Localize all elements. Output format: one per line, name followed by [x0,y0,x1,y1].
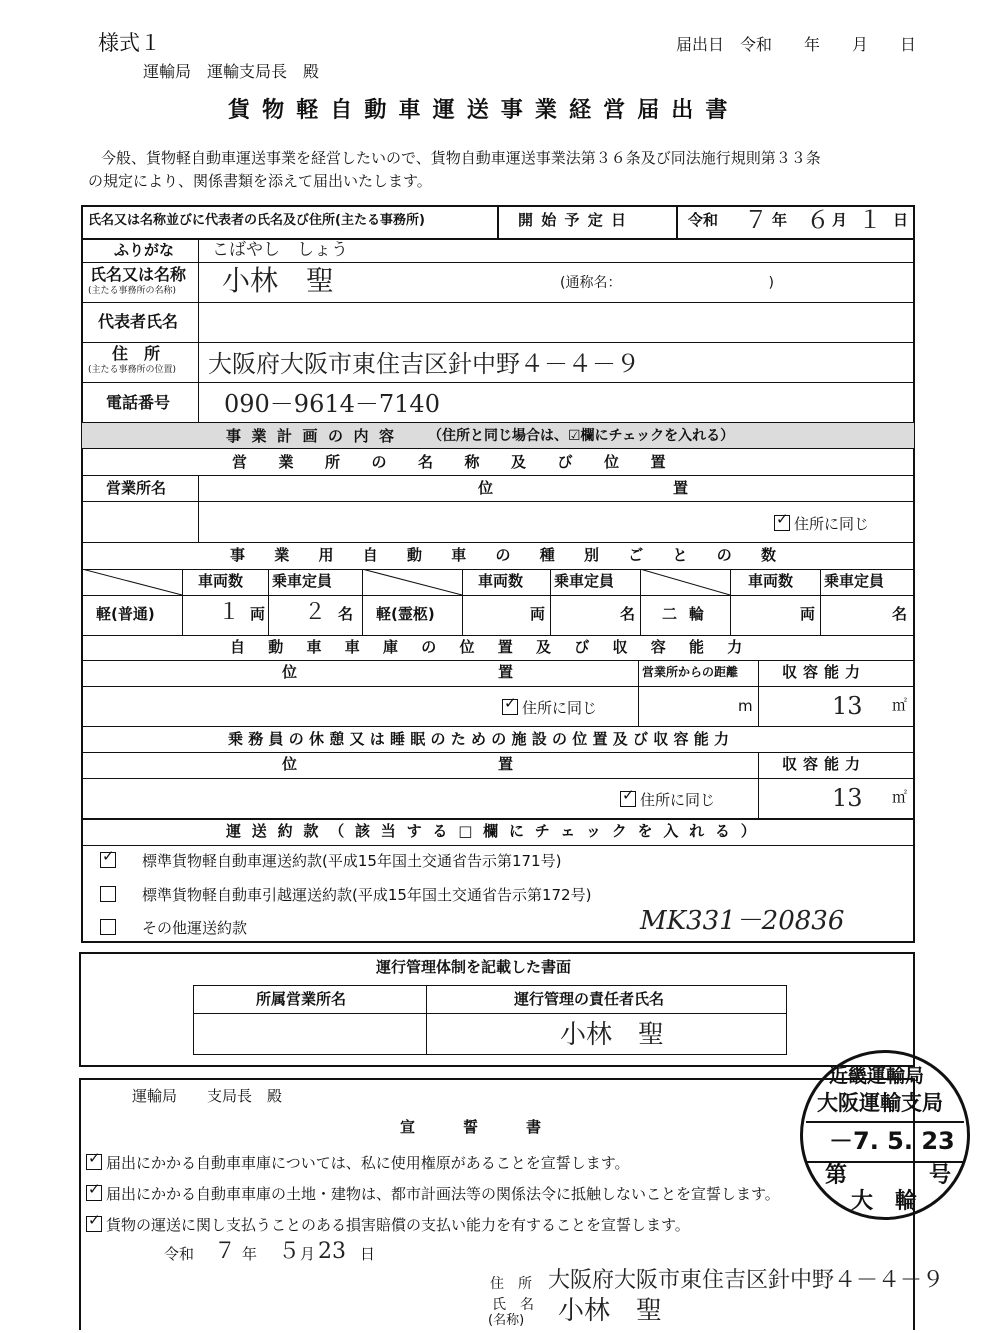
phone-value[interactable]: 090－9614－7140 [224,390,440,418]
representative-label: 代表者氏名 [98,312,179,331]
terms-item-1[interactable] [100,852,561,869]
address-value[interactable]: 大阪府大阪市東住吉区針中野４－４－９ [208,350,640,378]
area-unit-1: ㎡ [892,696,908,714]
stamp-dai: 第 [825,1163,848,1188]
furigana-label: ふりがな [114,241,175,259]
declaration-title: 宣誓書 [400,1118,590,1136]
type1-capacity[interactable]: ２ [304,600,327,625]
declaration-name-label: 氏 名 [492,1297,534,1313]
declaration-item-2[interactable] [86,1185,780,1202]
garage-header: 自動車車庫の位置及び収容能力 [230,638,766,656]
garage-same-as-address[interactable] [502,699,597,716]
declaration-addressee: 運輸局 支局長 殿 [132,1087,283,1105]
area-unit-2: ㎡ [892,788,908,806]
declaration-item-3[interactable] [86,1216,690,1233]
declaration-era: 令和 [164,1245,195,1263]
name-label: 氏名又は名称 [90,265,187,284]
declaration-address-label: 住 所 [490,1276,532,1292]
phone-label: 電話番号 [106,393,171,412]
office-position-label: 位 置 [478,479,771,497]
applicant-header-label: 氏名又は名称並びに代表者の氏名及び住所(主たる事務所) [88,213,425,228]
alias-label: (通称名： ) [560,275,774,291]
operation-manager-value[interactable]: 小林 聖 [560,1020,665,1050]
receipt-stamp [800,1050,970,1220]
garage-position-label: 位 置 [282,663,607,681]
office-same-checkbox[interactable] [774,515,790,531]
type1-count[interactable]: １ [218,600,241,625]
declaration-item-2-label: 届出にかかる自動車車庫の土地・建物は、都市計画法等の関係法令に抵触しないことを宣誓します。 [106,1185,780,1203]
stamp-bottom: 大 輪 [851,1189,918,1214]
type-light-hearse: 軽(霊柩) [376,605,435,623]
address-sublabel: (主たる事務所の位置) [88,365,177,375]
start-year: ７ [744,206,768,234]
rest-header: 乗務員の休憩又は睡眠のための施設の位置及び収容能力 [228,730,735,748]
stamp-date: －7. 5. 23 [829,1127,955,1155]
rest-capacity-value[interactable]: 13 [832,784,863,812]
stamp-line-2: 大阪運輸支局 [817,1091,943,1115]
terms-handwritten-code[interactable]: MK331－20836 [640,906,845,936]
terms-checkbox-1[interactable] [100,852,116,868]
garage-same-checkbox[interactable] [502,699,518,715]
capacity-label-1: 乗車定員 [272,572,333,590]
operation-office-label: 所属営業所名 [256,990,347,1008]
declaration-day[interactable]: 23 [318,1239,346,1264]
name-sublabel: (主たる事務所の名称) [88,286,177,296]
vehicles-header: 事業用自動車の種別ごとの数 [230,546,806,564]
declaration-address-value[interactable]: 大阪府大阪市東住吉区針中野４－４－９ [548,1268,945,1293]
start-month: ６ [806,206,830,234]
unit-person-2: 名 [620,605,636,623]
declaration-checkbox-2[interactable] [86,1185,102,1201]
filing-date: 届出日 令和 年 月 日 [676,35,917,54]
vehicle-count-label-1: 車両数 [198,572,244,590]
declaration-item-1[interactable] [86,1154,630,1171]
office-same-as-address[interactable] [774,515,869,532]
declaration-item-3-label: 貨物の運送に関し支払うことのある損害賠償の支払い能力を有することを宣誓します。 [106,1216,690,1234]
rest-same-as-address[interactable] [620,791,715,808]
declaration-item-1-label: 届出にかかる自動車車庫については、私に使用権原があることを宣誓します。 [106,1154,630,1172]
unit-vehicle-1: 両 [250,605,266,623]
rest-capacity-label: 収容能力 [782,755,867,773]
declaration-name-sublabel: (名称) [488,1313,525,1328]
business-plan-note: （住所と同じ場合は、☑欄にチェックを入れる） [428,428,735,444]
terms-checkbox-2[interactable] [100,886,116,902]
vehicle-count-label-3: 車両数 [748,572,794,590]
furigana-value[interactable]: こばやし しょう [212,240,348,260]
declaration-checkbox-1[interactable] [86,1154,102,1170]
declaration-checkbox-3[interactable] [86,1216,102,1232]
type-two-wheel: 二輪 [662,605,717,623]
intro-line-2: の規定により、関係書類を添えて届出いたします。 [88,172,432,190]
unit-vehicle-3: 両 [800,605,816,623]
start-date-label: 開始予定日 [518,211,635,229]
capacity-label-3: 乗車定員 [824,572,885,590]
garage-capacity-value[interactable]: 13 [832,692,863,720]
stamp-gou: 号 [929,1163,952,1188]
stamp-line-1: 近畿運輸局 [829,1065,925,1087]
declaration-month[interactable]: ５ [278,1239,301,1264]
operation-manager-label: 運行管理の責任者氏名 [514,990,665,1008]
start-day: １ [858,206,882,234]
type-light-standard: 軽(普通) [96,605,155,623]
distance-unit: m [738,697,753,715]
operation-header: 運行管理体制を記載した書面 [376,958,572,976]
declaration-day-unit: 日 [360,1245,376,1263]
office-header: 営業所の名称及び位置 [232,453,698,471]
intro-line-1: 今般、貨物軽自動車運送事業を経営したいので、貨物自動車運送事業法第３６条及び同法施行規則第３３条 [101,149,821,167]
terms-item-2[interactable] [100,886,591,903]
terms-checkbox-3[interactable] [100,919,116,935]
day-unit: 日 [893,211,909,229]
declaration-year[interactable]: ７ [214,1239,237,1264]
terms-item-3-label: その他運送約款 [142,919,248,937]
rest-same-checkbox[interactable] [620,791,636,807]
form-number: 様式１ [98,31,161,55]
garage-same-label: 住所に同じ [522,699,598,717]
office-name-label: 営業所名 [106,479,167,497]
unit-person-3: 名 [892,605,908,623]
unit-vehicle-2: 両 [530,605,546,623]
declaration-year-unit: 年 [242,1245,258,1263]
terms-header: 運送約款（該当する□欄にチェックを入れる） [226,822,767,840]
declaration-name-value[interactable]: 小林 聖 [558,1296,663,1326]
rest-same-label: 住所に同じ [640,791,716,809]
terms-item-3[interactable] [100,919,247,936]
terms-item-1-label: 標準貨物軽自動車運送約款(平成15年国土交通省告示第171号) [142,852,562,870]
garage-distance-label: 営業所からの距離 [642,665,739,679]
declaration-month-unit: 月 [300,1245,316,1263]
terms-item-2-label: 標準貨物軽自動車引越運送約款(平成15年国土交通省告示第172号) [142,886,592,904]
addressee: 運輸局 運輸支局長 殿 [143,62,320,81]
start-era: 令和 [688,211,719,229]
year-unit: 年 [772,211,788,229]
form-title: 貨物軽自動車運送事業経営届出書 [228,98,740,123]
capacity-label-2: 乗車定員 [554,572,615,590]
name-value[interactable]: 小林 聖 [222,264,335,297]
unit-person-1: 名 [338,605,354,623]
rest-position-label: 位 置 [282,755,607,773]
business-plan-title: 事業計画の内容 [226,427,405,445]
office-same-label: 住所に同じ [794,515,870,533]
vehicle-count-label-2: 車両数 [478,572,524,590]
month-unit: 月 [832,211,848,229]
address-label: 住 所 [112,344,161,363]
garage-capacity-label: 収容能力 [782,663,867,681]
